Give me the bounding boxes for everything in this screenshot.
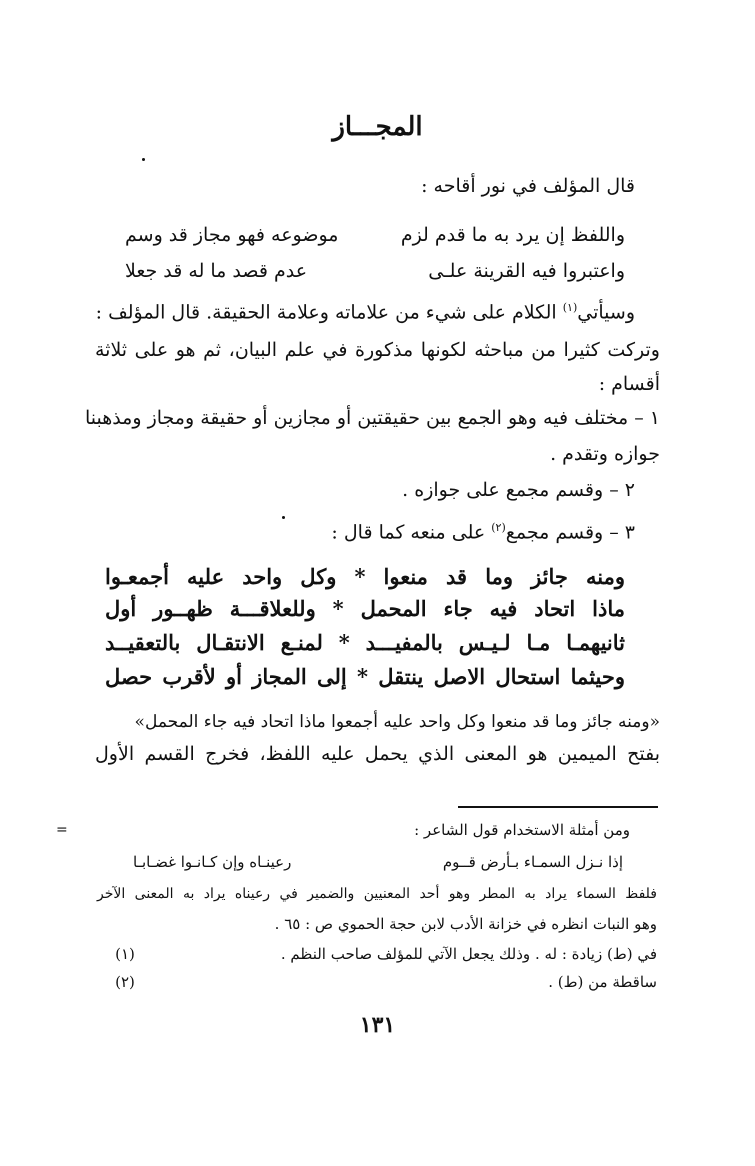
list-item-2: ٢ – وقسم مجمع على جوازه .	[402, 479, 635, 501]
paragraph-line: وتركت كثيرا من مباحثه لكونها مذكورة في علم البيان، ثم هو على ثلاثة	[95, 339, 660, 361]
poem-verse: ثانيهمـا مـا لـيـس بالمفيـــد * لمنـع الانتقـال بالتعقيــد	[105, 630, 625, 655]
quoted-line: «ومنه جائز وما قد منعوا وكل واحد عليه أجمعوا ماذا اتحاد فيه جاء المحمل»	[134, 712, 660, 732]
text-run: الكلام على شيء من علاماته وعلامة الحقيقة. قال المؤلف :	[95, 301, 563, 324]
poem-verse: ومنه جائز وما قد منعوا * وكل واحد عليه أجمعـوا	[105, 564, 625, 589]
paragraph-line: أقسام :	[598, 373, 660, 395]
footnote-line: فلفظ السماء يراد به المطر وهو أحد المعنيين والضمير في رعيناه يراد به المعنى الآخر	[97, 886, 657, 902]
verse-hemistich-left: موضوعه فهو مجاز قد وسم	[125, 224, 339, 246]
list-item-3	[115, 514, 635, 546]
verse-hemistich-right: واعتبروا فيه القرينة علـى	[428, 260, 625, 282]
verse-hemistich-left: رعينـاه وإن كـانـوا غضـابـا	[133, 853, 292, 871]
text-run: على منعه كما قال :	[331, 521, 492, 544]
verse-hemistich-right: واللفظ إن يرد به ما قدم لزم	[400, 224, 625, 246]
verse-line	[125, 220, 625, 250]
verse-hemistich-right: إذا نـزل السمـاء بـأرض قــوم	[442, 853, 623, 871]
intro-line: قال المؤلف في نور أقاحه :	[421, 175, 635, 197]
paragraph-line	[95, 294, 635, 326]
poem-verse: وحيثما استحال الاصل ينتقل * إلى المجاز أو لأقرب حصل	[105, 664, 625, 689]
list-item-1-line: ١ – مختلف فيه وهو الجمع بين حقيقتين أو مجازين أو حقيقة ومجاز ومذهبنا	[84, 407, 660, 429]
paragraph-line: بفتح الميمين هو المعنى الذي يحمل عليه اللفظ، فخرج القسم الأول	[95, 743, 660, 765]
list-item-1-line: جوازه وتقدم .	[550, 443, 660, 465]
stray-dot	[142, 158, 145, 161]
footnote-continuation-mark: =	[56, 822, 68, 838]
footnote-number: (١)	[115, 945, 135, 963]
footnote-text: ساقطة من (ط) .	[548, 973, 657, 991]
page-title: المجـــاز	[332, 112, 423, 142]
footnote-line: ومن أمثلة الاستخدام قول الشاعر :	[414, 821, 630, 839]
footnote-separator	[458, 806, 658, 808]
text-run: ٣ – وقسم مجمع	[505, 521, 635, 544]
footnote-text: في (ط) زيادة : له . وذلك يجعل الآتي للمؤلف صاحب النظم .	[280, 945, 657, 963]
footnote-ref: (١)	[562, 301, 578, 314]
footnote-number: (٢)	[115, 973, 135, 991]
verse-line	[125, 256, 625, 286]
footnote-verse	[133, 850, 623, 874]
page-number: ١٣١	[359, 1012, 396, 1038]
poem-verse: ماذا اتحاد فيه جاء المحمل * وللعلاقـــة ظهــور أول	[105, 596, 625, 621]
verse-hemistich-left: عدم قصد ما له قد جعلا	[125, 260, 308, 282]
footnote-ref: (٢)	[491, 521, 506, 534]
text-run: وسيأتي	[577, 301, 635, 324]
footnote-line: وهو النبات انظره في خزانة الأدب لابن حجة الحموي ص : ٦٥ .	[274, 915, 657, 933]
